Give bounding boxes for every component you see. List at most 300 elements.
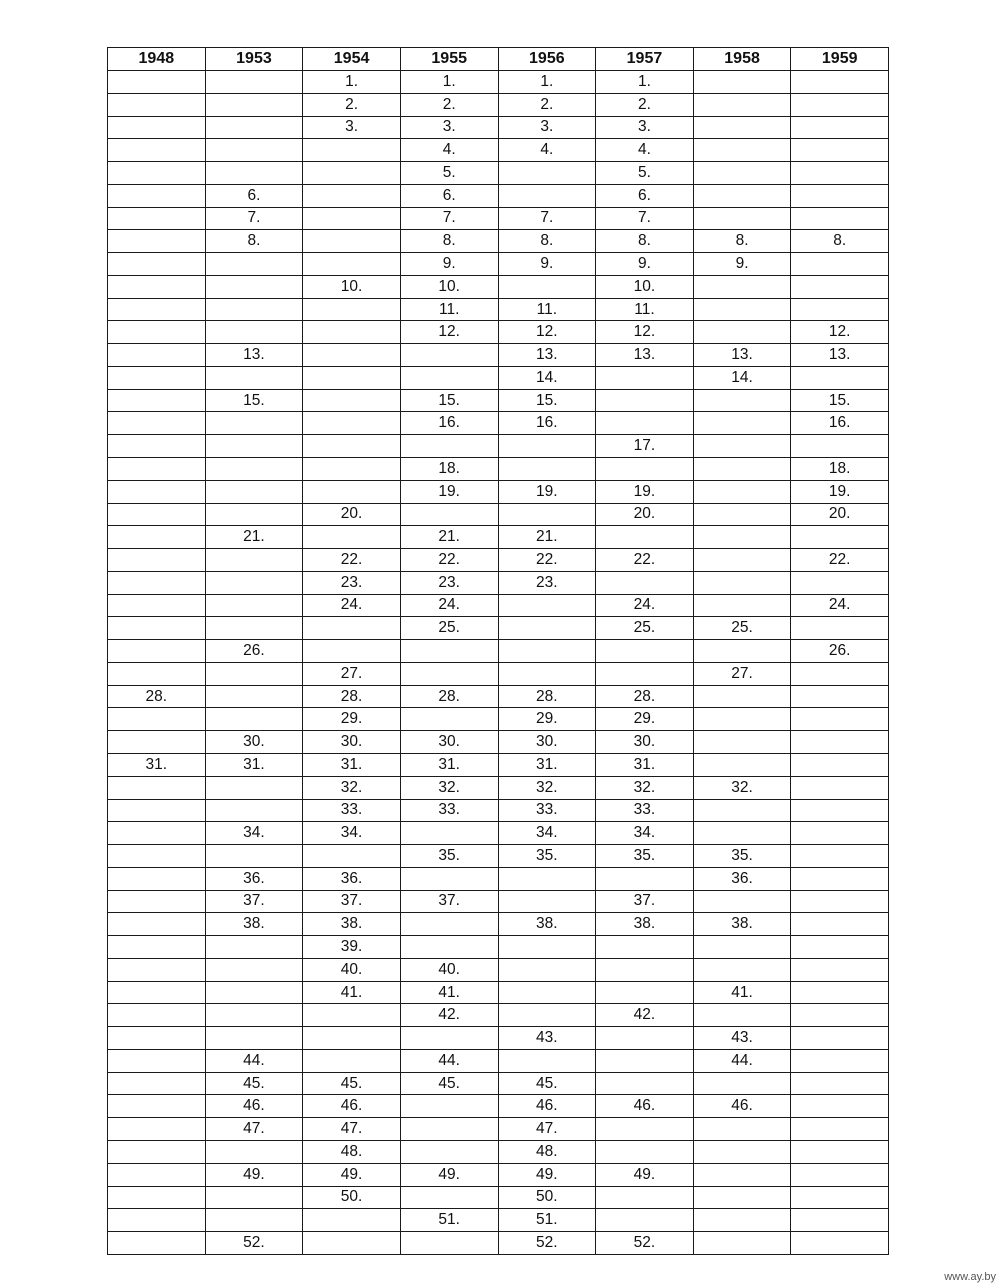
table-cell xyxy=(693,162,791,185)
table-cell: 45. xyxy=(205,1072,303,1095)
table-cell xyxy=(400,503,498,526)
table-cell xyxy=(791,753,889,776)
table-cell: 44. xyxy=(693,1049,791,1072)
table-cell xyxy=(205,480,303,503)
table-cell: 11. xyxy=(498,298,596,321)
table-body xyxy=(108,71,889,1255)
table-cell xyxy=(205,412,303,435)
table-cell: 20. xyxy=(596,503,694,526)
table-cell xyxy=(108,93,206,116)
table-cell: 42. xyxy=(596,1004,694,1027)
table-row xyxy=(108,617,889,640)
table-cell xyxy=(108,275,206,298)
table-cell xyxy=(108,662,206,685)
table-cell xyxy=(303,1049,401,1072)
table-cell: 15. xyxy=(791,389,889,412)
table-row xyxy=(108,662,889,685)
table-cell xyxy=(205,503,303,526)
table-cell xyxy=(791,207,889,230)
table-row xyxy=(108,640,889,663)
table-cell xyxy=(108,1209,206,1232)
table-cell xyxy=(205,458,303,481)
table-cell: 42. xyxy=(400,1004,498,1027)
table-cell xyxy=(791,731,889,754)
table-cell xyxy=(303,207,401,230)
table-cell xyxy=(693,389,791,412)
table-cell xyxy=(303,640,401,663)
table-cell: 21. xyxy=(205,526,303,549)
watermark-text: www.ay.by xyxy=(944,1271,996,1283)
table-cell xyxy=(693,958,791,981)
table-cell: 8. xyxy=(498,230,596,253)
table-cell: 3. xyxy=(596,116,694,139)
table-cell xyxy=(498,594,596,617)
column-header-1957: 1957 xyxy=(596,48,694,71)
table-cell: 31. xyxy=(108,753,206,776)
table-cell xyxy=(693,731,791,754)
table-cell xyxy=(791,116,889,139)
table-row xyxy=(108,321,889,344)
table-cell xyxy=(303,253,401,276)
table-cell xyxy=(791,799,889,822)
table-cell xyxy=(791,184,889,207)
table-row xyxy=(108,571,889,594)
table-cell xyxy=(596,1118,694,1141)
table-cell xyxy=(791,435,889,458)
table-cell: 13. xyxy=(205,344,303,367)
table-cell xyxy=(596,936,694,959)
table-cell: 30. xyxy=(596,731,694,754)
table-cell xyxy=(596,366,694,389)
table-cell xyxy=(303,139,401,162)
table-cell xyxy=(791,275,889,298)
table-cell: 29. xyxy=(498,708,596,731)
table-cell: 47. xyxy=(498,1118,596,1141)
table-cell: 37. xyxy=(205,890,303,913)
table-cell xyxy=(693,594,791,617)
table-cell xyxy=(108,1049,206,1072)
table-cell xyxy=(498,617,596,640)
table-cell xyxy=(693,1232,791,1255)
table-cell xyxy=(108,913,206,936)
table-cell xyxy=(498,640,596,663)
table-cell xyxy=(693,1072,791,1095)
table-row xyxy=(108,958,889,981)
table-cell: 28. xyxy=(303,685,401,708)
table-cell xyxy=(400,1186,498,1209)
table-cell: 41. xyxy=(303,981,401,1004)
table-cell: 17. xyxy=(596,435,694,458)
table-cell xyxy=(303,617,401,640)
table-cell: 10. xyxy=(596,275,694,298)
table-cell xyxy=(205,662,303,685)
table-cell: 51. xyxy=(400,1209,498,1232)
table-cell xyxy=(693,1163,791,1186)
table-cell xyxy=(693,93,791,116)
table-cell xyxy=(693,139,791,162)
table-cell: 31. xyxy=(205,753,303,776)
table-cell: 15. xyxy=(205,389,303,412)
table-row xyxy=(108,275,889,298)
table-cell xyxy=(791,708,889,731)
table-cell xyxy=(693,71,791,94)
table-cell: 47. xyxy=(303,1118,401,1141)
table-cell: 34. xyxy=(596,822,694,845)
table-cell xyxy=(303,344,401,367)
table-cell xyxy=(108,640,206,663)
table-row xyxy=(108,389,889,412)
table-cell xyxy=(400,913,498,936)
table-cell xyxy=(108,412,206,435)
table-cell: 45. xyxy=(303,1072,401,1095)
table-cell: 8. xyxy=(205,230,303,253)
table-cell xyxy=(400,708,498,731)
table-cell xyxy=(693,1209,791,1232)
table-cell xyxy=(303,458,401,481)
table-cell xyxy=(693,275,791,298)
table-row xyxy=(108,753,889,776)
table-row xyxy=(108,480,889,503)
table-cell xyxy=(303,298,401,321)
table-cell: 12. xyxy=(791,321,889,344)
table-cell: 13. xyxy=(596,344,694,367)
table-cell: 32. xyxy=(498,776,596,799)
table-cell: 28. xyxy=(498,685,596,708)
table-cell xyxy=(693,184,791,207)
table-cell: 4. xyxy=(498,139,596,162)
table-cell xyxy=(498,867,596,890)
table-cell: 44. xyxy=(205,1049,303,1072)
table-cell: 31. xyxy=(596,753,694,776)
table-cell xyxy=(303,162,401,185)
table-cell xyxy=(205,1004,303,1027)
table-cell xyxy=(108,1140,206,1163)
table-cell xyxy=(205,1140,303,1163)
table-cell xyxy=(205,594,303,617)
table-cell xyxy=(791,1209,889,1232)
table-cell xyxy=(303,435,401,458)
table-row xyxy=(108,1232,889,1255)
table-cell: 49. xyxy=(303,1163,401,1186)
table-row xyxy=(108,867,889,890)
table-cell xyxy=(693,207,791,230)
table-cell xyxy=(596,1140,694,1163)
table-cell: 49. xyxy=(400,1163,498,1186)
table-row xyxy=(108,207,889,230)
table-cell xyxy=(791,162,889,185)
table-cell xyxy=(108,890,206,913)
table-cell xyxy=(693,822,791,845)
table-cell: 52. xyxy=(498,1232,596,1255)
table-cell xyxy=(791,71,889,94)
table-cell: 3. xyxy=(400,116,498,139)
table-cell xyxy=(108,480,206,503)
table-cell: 29. xyxy=(303,708,401,731)
table-cell xyxy=(205,845,303,868)
table-cell: 1. xyxy=(596,71,694,94)
table-cell: 40. xyxy=(303,958,401,981)
table-cell: 8. xyxy=(693,230,791,253)
table-cell xyxy=(498,162,596,185)
table-cell xyxy=(303,230,401,253)
table-cell xyxy=(303,1027,401,1050)
table-cell xyxy=(693,753,791,776)
table-cell xyxy=(108,799,206,822)
table-cell: 33. xyxy=(303,799,401,822)
table-cell: 39. xyxy=(303,936,401,959)
table-cell: 46. xyxy=(303,1095,401,1118)
table-cell xyxy=(108,389,206,412)
table-cell: 35. xyxy=(693,845,791,868)
table-row xyxy=(108,981,889,1004)
table-cell: 30. xyxy=(205,731,303,754)
table-cell xyxy=(108,1027,206,1050)
table-row xyxy=(108,93,889,116)
table-cell xyxy=(596,1049,694,1072)
column-header-1955: 1955 xyxy=(400,48,498,71)
table-cell xyxy=(693,571,791,594)
table-cell xyxy=(205,708,303,731)
table-row xyxy=(108,1072,889,1095)
table-cell: 30. xyxy=(498,731,596,754)
table-cell xyxy=(108,958,206,981)
table-cell xyxy=(693,640,791,663)
table-cell: 12. xyxy=(596,321,694,344)
table-cell: 23. xyxy=(400,571,498,594)
table-cell xyxy=(791,1027,889,1050)
table-cell xyxy=(596,458,694,481)
table-cell: 24. xyxy=(596,594,694,617)
table-cell: 6. xyxy=(205,184,303,207)
table-cell xyxy=(205,321,303,344)
table-cell: 1. xyxy=(400,71,498,94)
table-cell xyxy=(108,845,206,868)
table-cell xyxy=(693,321,791,344)
table-cell xyxy=(108,321,206,344)
table-cell: 45. xyxy=(498,1072,596,1095)
table-cell: 25. xyxy=(693,617,791,640)
table-cell: 32. xyxy=(303,776,401,799)
table-cell xyxy=(498,503,596,526)
table-cell xyxy=(108,731,206,754)
table-cell xyxy=(596,981,694,1004)
table-cell xyxy=(108,344,206,367)
table-cell xyxy=(791,526,889,549)
table-cell xyxy=(205,93,303,116)
table-cell: 22. xyxy=(498,549,596,572)
table-cell xyxy=(693,708,791,731)
table-cell: 10. xyxy=(303,275,401,298)
table-cell xyxy=(108,981,206,1004)
table-cell xyxy=(498,1004,596,1027)
table-cell xyxy=(108,571,206,594)
table-cell xyxy=(693,549,791,572)
table-row xyxy=(108,253,889,276)
table-cell xyxy=(108,139,206,162)
table-row xyxy=(108,708,889,731)
table-cell: 15. xyxy=(400,389,498,412)
table-cell xyxy=(791,253,889,276)
table-row xyxy=(108,344,889,367)
table-cell xyxy=(693,116,791,139)
table-row xyxy=(108,1004,889,1027)
table-cell xyxy=(108,207,206,230)
table-cell: 5. xyxy=(596,162,694,185)
table-cell xyxy=(498,981,596,1004)
table-cell xyxy=(205,1209,303,1232)
table-cell: 32. xyxy=(400,776,498,799)
table-cell xyxy=(205,139,303,162)
table-row xyxy=(108,913,889,936)
table-cell: 43. xyxy=(693,1027,791,1050)
table-cell xyxy=(596,1072,694,1095)
table-cell xyxy=(693,936,791,959)
table-cell: 36. xyxy=(303,867,401,890)
table-cell xyxy=(693,799,791,822)
table-cell xyxy=(596,1209,694,1232)
table-cell xyxy=(108,1232,206,1255)
table-cell xyxy=(693,1186,791,1209)
table-cell xyxy=(108,822,206,845)
table-cell: 25. xyxy=(596,617,694,640)
table-cell: 29. xyxy=(596,708,694,731)
table-cell xyxy=(791,571,889,594)
table-cell xyxy=(693,526,791,549)
table-cell: 28. xyxy=(108,685,206,708)
table-cell: 31. xyxy=(400,753,498,776)
table-cell: 52. xyxy=(596,1232,694,1255)
table-cell xyxy=(303,389,401,412)
table-row xyxy=(108,71,889,94)
table-cell: 2. xyxy=(400,93,498,116)
table-cell: 7. xyxy=(400,207,498,230)
table-row xyxy=(108,162,889,185)
table-cell xyxy=(400,1027,498,1050)
table-cell xyxy=(108,867,206,890)
table-cell: 11. xyxy=(400,298,498,321)
table-cell xyxy=(693,412,791,435)
table-cell: 30. xyxy=(303,731,401,754)
table-cell: 34. xyxy=(303,822,401,845)
table-row xyxy=(108,1095,889,1118)
table-cell: 41. xyxy=(400,981,498,1004)
table-cell xyxy=(400,640,498,663)
table-cell: 21. xyxy=(498,526,596,549)
table-cell xyxy=(693,458,791,481)
table-cell: 24. xyxy=(400,594,498,617)
column-header-1948: 1948 xyxy=(108,48,206,71)
table-cell: 37. xyxy=(303,890,401,913)
table-cell xyxy=(108,298,206,321)
table-cell: 46. xyxy=(205,1095,303,1118)
table-cell xyxy=(791,1049,889,1072)
table-cell: 44. xyxy=(400,1049,498,1072)
table-cell xyxy=(791,890,889,913)
table-cell xyxy=(596,640,694,663)
table-row xyxy=(108,822,889,845)
table-cell: 22. xyxy=(303,549,401,572)
table-cell xyxy=(205,936,303,959)
table-cell xyxy=(498,1049,596,1072)
table-cell xyxy=(108,366,206,389)
table-cell xyxy=(400,1095,498,1118)
table-cell xyxy=(205,116,303,139)
table-cell xyxy=(108,549,206,572)
table-cell xyxy=(205,776,303,799)
table-cell xyxy=(108,1186,206,1209)
table-cell: 6. xyxy=(596,184,694,207)
table-cell: 31. xyxy=(303,753,401,776)
table-cell xyxy=(108,1072,206,1095)
table-cell: 37. xyxy=(400,890,498,913)
table-cell xyxy=(596,867,694,890)
table-cell: 38. xyxy=(693,913,791,936)
table-cell xyxy=(693,503,791,526)
table-cell xyxy=(791,1118,889,1141)
table-cell xyxy=(205,799,303,822)
table-cell: 46. xyxy=(693,1095,791,1118)
table-cell xyxy=(205,71,303,94)
column-header-1953: 1953 xyxy=(205,48,303,71)
table-cell: 26. xyxy=(205,640,303,663)
table-cell xyxy=(498,458,596,481)
table-cell: 13. xyxy=(791,344,889,367)
table-cell: 28. xyxy=(596,685,694,708)
table-cell: 27. xyxy=(303,662,401,685)
table-cell: 2. xyxy=(596,93,694,116)
table-cell xyxy=(791,1232,889,1255)
table-cell: 40. xyxy=(400,958,498,981)
table-cell: 38. xyxy=(303,913,401,936)
table-cell: 41. xyxy=(693,981,791,1004)
table-cell: 5. xyxy=(400,162,498,185)
table-cell xyxy=(596,526,694,549)
table-cell xyxy=(791,822,889,845)
table-cell: 12. xyxy=(498,321,596,344)
table-cell xyxy=(693,480,791,503)
table-cell xyxy=(108,1004,206,1027)
table-row xyxy=(108,298,889,321)
table-cell xyxy=(205,366,303,389)
table-cell xyxy=(596,571,694,594)
table-cell: 20. xyxy=(303,503,401,526)
table-cell: 2. xyxy=(303,93,401,116)
table-cell: 12. xyxy=(400,321,498,344)
table-cell xyxy=(791,1004,889,1027)
table-cell: 7. xyxy=(596,207,694,230)
table-cell xyxy=(400,1232,498,1255)
table-row xyxy=(108,230,889,253)
table-cell xyxy=(400,1140,498,1163)
column-header-1956: 1956 xyxy=(498,48,596,71)
table-cell: 15. xyxy=(498,389,596,412)
table-cell xyxy=(498,662,596,685)
table-cell xyxy=(108,230,206,253)
table-cell: 49. xyxy=(498,1163,596,1186)
table-cell xyxy=(400,822,498,845)
table-cell: 33. xyxy=(400,799,498,822)
table-cell xyxy=(693,1118,791,1141)
table-cell xyxy=(400,344,498,367)
table-row xyxy=(108,1140,889,1163)
table-cell xyxy=(498,936,596,959)
table-cell xyxy=(108,617,206,640)
table-cell: 33. xyxy=(596,799,694,822)
table-cell: 9. xyxy=(596,253,694,276)
table-cell xyxy=(596,412,694,435)
table-row xyxy=(108,799,889,822)
table-cell: 7. xyxy=(205,207,303,230)
